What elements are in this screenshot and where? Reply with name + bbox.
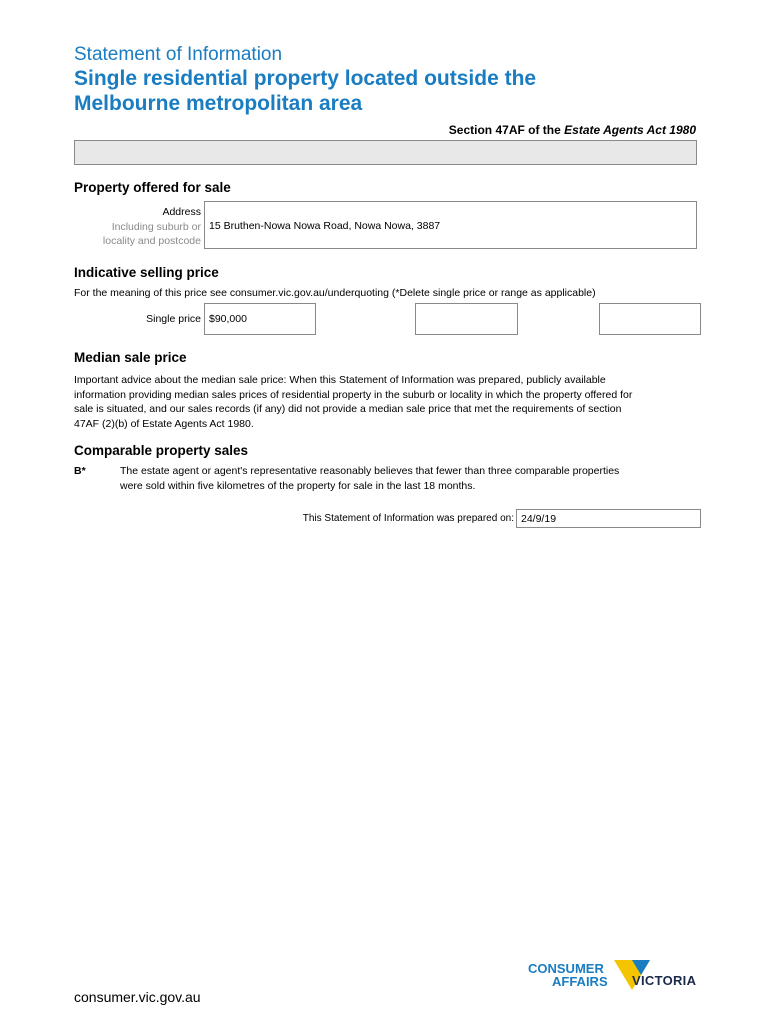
median-heading: Median sale price <box>74 350 187 365</box>
logo-line-2: AFFAIRS <box>552 974 608 989</box>
median-line-4: 47AF (2)(b) of Estate Agents Act 1980. <box>74 417 254 430</box>
logo-line-1: CONSUMER <box>528 961 604 976</box>
section-reference <box>449 123 696 137</box>
header-blank-field[interactable] <box>74 140 697 165</box>
title-line-2: Melbourne metropolitan area <box>74 92 363 115</box>
property-heading: Property offered for sale <box>74 180 231 195</box>
logo-word: VICTORIA <box>632 973 697 988</box>
prepared-label: This Statement of Information was prepared on: <box>302 513 514 524</box>
median-advice <box>74 373 704 431</box>
address-label <box>74 205 201 249</box>
range-high-field[interactable] <box>599 303 701 335</box>
address-label-line-1: Address <box>162 206 201 218</box>
comparable-line-2: were sold within five kilometres of the property for sale in the last 18 months. <box>120 479 476 492</box>
address-label-line-2: Including suburb or <box>111 220 201 233</box>
section-prefix: Section 47AF of the <box>448 123 565 137</box>
price-note: For the meaning of this price see consumer.vic.gov.au/underquoting (*Delete single price or range as applicable) <box>74 287 596 299</box>
median-line-1: Important advice about the median sale price: When this Statement of Information was prepared, publicly available <box>74 374 606 386</box>
document-subtitle: Statement of Information <box>74 44 283 65</box>
address-field[interactable] <box>204 201 697 249</box>
address-value: 15 Bruthen-Nowa Nowa Road, Nowa Nowa, 3887 <box>209 220 441 232</box>
comparable-heading: Comparable property sales <box>74 443 249 458</box>
comparable-marker: B* <box>74 465 86 477</box>
single-price-label: Single price <box>146 313 201 325</box>
range-low-field[interactable] <box>415 303 518 335</box>
title-line-1: Single residential property located outside the <box>74 67 537 90</box>
section-act: Estate Agents Act 1980 <box>564 123 696 137</box>
address-label-line-3: locality and postcode <box>102 235 201 247</box>
consumer-affairs-victoria-logo <box>528 960 703 992</box>
single-price-value: $90,000 <box>209 313 247 325</box>
single-price-field[interactable] <box>204 303 316 335</box>
prepared-date-field[interactable] <box>516 509 701 528</box>
prepared-date-value: 24/9/19 <box>521 513 557 525</box>
comparable-text <box>120 464 700 493</box>
median-line-2: information providing median sales prices of residential property in the suburb or locality in which the property offered for <box>74 388 633 401</box>
footer-url: consumer.vic.gov.au <box>74 989 201 1005</box>
document-title <box>74 66 694 116</box>
comparable-line-1: The estate agent or agent's representative reasonably believes that fewer than three comparable properties <box>120 465 620 477</box>
median-line-3: sale is situated, and our sales records (if any) did not provide a median sale price that met the requirements of section <box>74 403 622 415</box>
price-heading: Indicative selling price <box>74 265 219 280</box>
